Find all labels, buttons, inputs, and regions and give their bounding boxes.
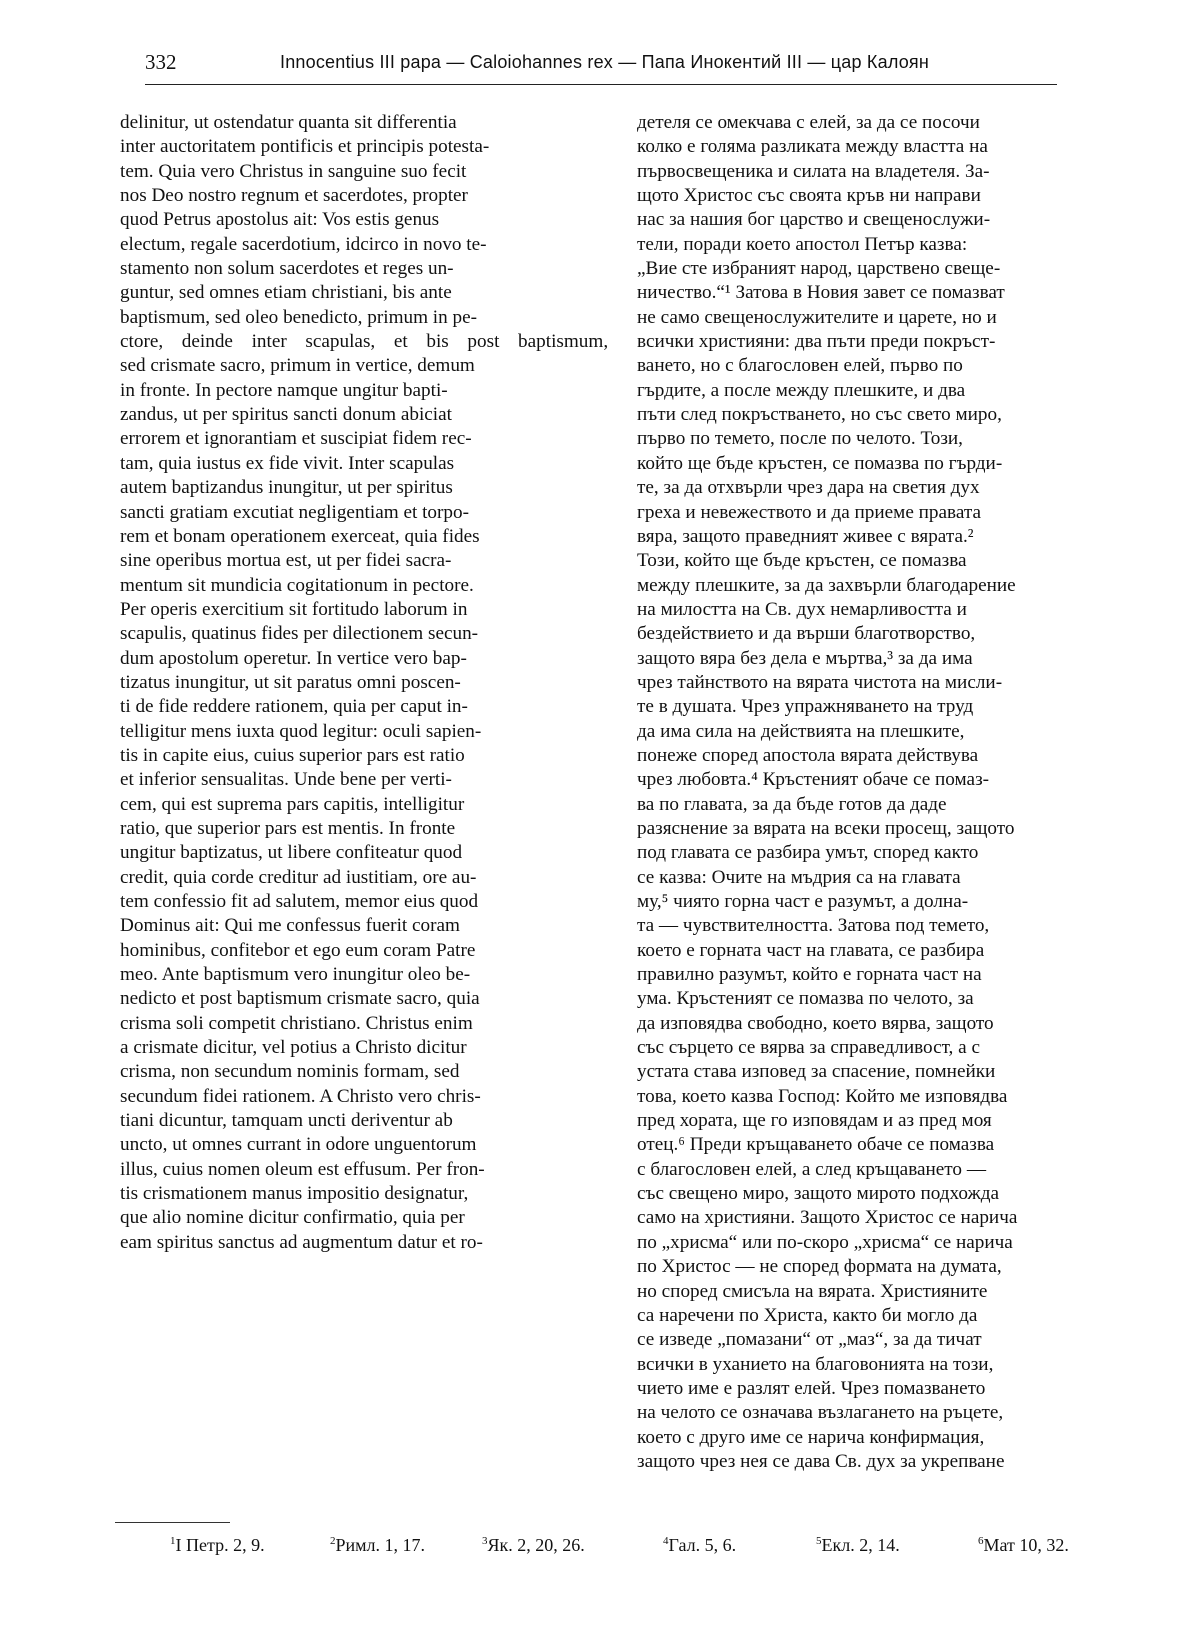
text-line: credit, quia corde creditur ad iustitiam, ore au- <box>120 866 477 888</box>
text-line: не само свещенослужителите и царете, но и <box>637 306 997 328</box>
text-line: ti de fide reddere rationem, quia per caput in- <box>120 696 468 718</box>
text-line: hominibus, confitebor et ego eum coram Patre <box>120 939 476 961</box>
footnote-3 <box>482 1535 585 1556</box>
latin-text-column <box>120 111 608 1255</box>
text-line: nedicto et post baptismum crismate sacro, quia <box>120 988 480 1010</box>
page-number: 332 <box>145 50 177 74</box>
text-line: гърдите, а после между плешките, и два <box>637 379 966 401</box>
text-line: да има сила на действията на плешките, <box>637 720 965 742</box>
text-line: му,⁵ чиято горна част е разумът, а долна- <box>637 891 969 912</box>
text-line: колко е голяма разликата между властта на <box>637 136 988 158</box>
text-line: между плешките, за да захвърли благодарение <box>637 574 1016 596</box>
text-line: греха и невежеството и да приеме правата <box>637 501 981 523</box>
footnote-mark: 3 <box>482 1535 488 1547</box>
text-line: zandus, ut per spiritus sancti donum abiciat <box>120 404 452 426</box>
text-line: по „хрисма“ или по-скоро „хрисма“ се нарича <box>637 1231 1013 1253</box>
running-title: Innocentius III papa — Caloiohannes rex — Папа Инокентий III — цар Калоян <box>280 52 930 72</box>
text-line: с благословен елей, а след кръщаването — <box>637 1158 987 1180</box>
text-line: който ще бъде кръстен, се помазва по гърди- <box>637 452 1003 474</box>
footnote-text: Екл. 2, 14. <box>821 1535 900 1555</box>
text-line: secundum fidei rationem. A Christo vero chris- <box>120 1085 481 1107</box>
text-line: детеля се омекчава с елей, за да се посочи <box>637 112 980 133</box>
text-line: само на християни. Защото Христос се нарича <box>637 1207 1018 1229</box>
text-line: защото чрез нея се дава Св. дух за укрепване <box>637 1450 1005 1472</box>
text-line: tam, quia iustus ex fide vivit. Inter scapulas <box>120 452 455 474</box>
text-line: са наречени по Христа, както би могло да <box>637 1304 978 1326</box>
text-line: Per operis exercitium sit fortitudo laborum in <box>120 598 468 620</box>
text-line: устата става изповед за спасение, помнейки <box>637 1061 996 1083</box>
text-line: се казва: Очите на мъдрия са на главата <box>637 866 961 888</box>
text-line: правилно разумът, който е горната част на <box>637 964 982 986</box>
text-line: разяснение за вярата на всеки просещ, защото <box>637 817 1015 839</box>
text-line: rem et bonam operationem exerceat, quia fides <box>120 525 480 547</box>
text-line: щото Христос със своята кръв ни направи <box>637 185 981 207</box>
text-line: que alio nomine dicitur confirmatio, quia per <box>120 1207 465 1229</box>
text-line: meo. Ante baptismum vero inungitur oleo be- <box>120 964 471 986</box>
footnote-text: Як. 2, 20, 26. <box>487 1535 585 1555</box>
text-line: tis crismationem manus impositio designatur, <box>120 1183 469 1205</box>
text-line: те, за да отхвърли чрез дара на светия дух <box>637 477 980 499</box>
text-line: sancti gratiam excutiat negligentiam et torpo- <box>120 501 469 523</box>
text-line: inter auctoritatem pontificis et principis potesta- <box>120 136 490 158</box>
text-line: sine operibus mortua est, ut per fidei sacra- <box>120 550 452 572</box>
text-line: се изведе „помазани“ от „маз“, за да тичат <box>637 1329 982 1351</box>
text-line: със сърцето се вярва за справедливост, а с <box>637 1037 980 1059</box>
text-line: crisma soli competit christiano. Christus enim <box>120 1012 473 1034</box>
text-line: това, което казва Господ: Който ме изповядва <box>637 1085 1008 1107</box>
text-line: бездействието и да върши благотворство, <box>637 623 976 645</box>
text-line: първосвещеника и силата на владетеля. За- <box>637 160 990 182</box>
footnote-mark: 2 <box>330 1535 336 1547</box>
text-line: всички християни: два пъти преди покръст- <box>637 331 996 353</box>
text-line: Този, който ще бъде кръстен, се помазва <box>637 550 967 572</box>
text-line: под главата се разбира умът, според както <box>637 842 979 864</box>
text-line: първо по темето, после по челото. Този, <box>637 428 963 450</box>
text-line: scapulis, quatinus fides per dilectionem secun- <box>120 623 479 645</box>
text-line: electum, regale sacerdotium, idcirco in novo te- <box>120 233 487 255</box>
text-line: вяра, защото праведният живее с вярата.² <box>637 525 974 547</box>
text-line: tis in capite eius, cuius superior pars est ratio <box>120 744 465 766</box>
footnotes <box>170 1535 1080 1565</box>
text-line: ва по главата, за да бъде готов да даде <box>637 793 947 815</box>
footnote-5 <box>816 1535 900 1556</box>
text-line: baptismum, sed oleo benedicto, primum in pe- <box>120 306 478 328</box>
footnote-4 <box>663 1535 736 1556</box>
footnote-mark: 4 <box>663 1535 669 1547</box>
text-line: crisma, non secundum nominis formam, sed <box>120 1061 460 1083</box>
text-line: tem. Quia vero Christus in sanguine suo fecit <box>120 160 467 182</box>
footnote-text: Римл. 1, 17. <box>335 1535 426 1555</box>
footnote-mark: 1 <box>170 1535 176 1547</box>
footnote-text: Гал. 5, 6. <box>668 1535 737 1555</box>
text-line: пред хората, ще го изповядам и аз пред моя <box>637 1110 992 1132</box>
text-line: autem baptizandus inungitur, ut per spiritus <box>120 477 453 499</box>
bulgarian-text-column <box>637 111 1128 1474</box>
text-line: понеже според апостола вярата действува <box>637 744 979 766</box>
text-line: ума. Кръстеният се помазва по челото, за <box>637 988 974 1010</box>
text-line: нас за нашия бог царство и свещенослужи- <box>637 209 991 231</box>
footnote-text: I Петр. 2, 9. <box>175 1535 265 1555</box>
page-header <box>145 50 1057 85</box>
footnote-separator <box>115 1522 230 1523</box>
text-line: a crismate dicitur, vel potius a Christo dicitur <box>120 1037 467 1059</box>
footnote-mark: 6 <box>978 1535 984 1547</box>
text-line: да изповядва свободно, което вярва, защото <box>637 1012 994 1034</box>
text-line: тели, поради което апостол Петър казва: <box>637 233 968 255</box>
footnote-1 <box>170 1535 265 1556</box>
text-line: което е горната част на главата, се разбира <box>637 939 985 961</box>
text-line: „Вие сте избраният народ, царствено свеще- <box>637 258 1001 280</box>
text-line: quod Petrus apostolus ait: Vos estis genus <box>120 209 440 231</box>
text-line: чието име е разлят елей. Чрез помазването <box>637 1377 986 1399</box>
text-line: със свещено миро, защото мирото подхожда <box>637 1183 1000 1205</box>
text-line: чрез любовта.⁴ Кръстеният обаче се помаз- <box>637 769 990 791</box>
text-line: in fronte. In pectore namque ungitur bapti- <box>120 379 448 401</box>
text-line: по Христос — не според формата на думата, <box>637 1256 1002 1278</box>
text-line: uncto, ut omnes currant in odore unguentorum <box>120 1134 477 1156</box>
text-line: telligitur mens iuxta quod legitur: oculi sapien- <box>120 720 482 742</box>
text-line: et inferior sensualitas. Unde bene per verti- <box>120 769 452 791</box>
footnote-6 <box>978 1535 1069 1556</box>
text-line: пъти след покръстването, но със свето миро, <box>637 404 1002 426</box>
text-line: но според смисъла на вярата. Християните <box>637 1280 988 1302</box>
text-line: ctore, deinde inter scapulas, et bis post baptismum, <box>120 331 608 353</box>
text-line: отец.⁶ Преди кръщаването обаче се помазва <box>637 1134 995 1156</box>
text-line: ничество.“¹ Затова в Новия завет се помазват <box>637 282 1005 304</box>
text-line: stamento non solum sacerdotes et reges un- <box>120 258 454 280</box>
text-line: ratio, que superior pars est mentis. In fronte <box>120 817 456 839</box>
text-line: mentum sit mundicia cogitationum in pectore. <box>120 574 474 596</box>
text-line: tem confessio fit ad salutem, memor eius quod <box>120 891 479 912</box>
text-line: ването, но с благословен елей, първо по <box>637 355 963 377</box>
text-line: Dominus ait: Qui me confessus fuerit coram <box>120 915 460 937</box>
text-line: delinitur, ut ostendatur quanta sit differentia <box>120 112 457 133</box>
text-line: cem, qui est suprema pars capitis, intelligitur <box>120 793 465 815</box>
text-line: illus, cuius nomen oleum est effusum. Per fron- <box>120 1158 485 1180</box>
text-line: nos Deo nostro regnum et sacerdotes, propter <box>120 185 468 207</box>
text-line: чрез тайнството на вярата чистота на мисли- <box>637 671 1003 693</box>
text-line: errorem et ignorantiam et suscipiat fidem rec- <box>120 428 472 450</box>
text-line: ungitur baptizatus, ut libere confiteatur quod <box>120 842 463 864</box>
text-line: което с друго име се нарича конфирмация, <box>637 1426 985 1448</box>
text-line: те в душата. Чрез упражняването на труд <box>637 696 974 718</box>
footnote-mark: 5 <box>816 1535 822 1547</box>
text-line: tiani dicuntur, tamquam uncti deriventur ab <box>120 1110 453 1132</box>
text-line: guntur, sed omnes etiam christiani, bis ante <box>120 282 452 304</box>
text-line: dum apostolum operetur. In vertice vero bap- <box>120 647 467 669</box>
text-line: на челото се означава възлагането на ръцете, <box>637 1402 1004 1424</box>
text-line: всички в уханието на благовонията на този, <box>637 1353 994 1375</box>
footnote-2 <box>330 1535 425 1556</box>
footnote-text: Мат 10, 32. <box>983 1535 1069 1555</box>
text-line: на милостта на Св. дух немарливостта и <box>637 598 967 620</box>
text-line: sed crismate sacro, primum in vertice, demum <box>120 355 475 377</box>
text-line: та — чувствителността. Затова под темето, <box>637 915 990 937</box>
text-line: eam spiritus sanctus ad augmentum datur et ro- <box>120 1231 483 1253</box>
text-line: tizatus inungitur, ut sit paratus omni poscen- <box>120 671 461 693</box>
text-line: защото вяра без дела е мъртва,³ за да има <box>637 647 973 669</box>
